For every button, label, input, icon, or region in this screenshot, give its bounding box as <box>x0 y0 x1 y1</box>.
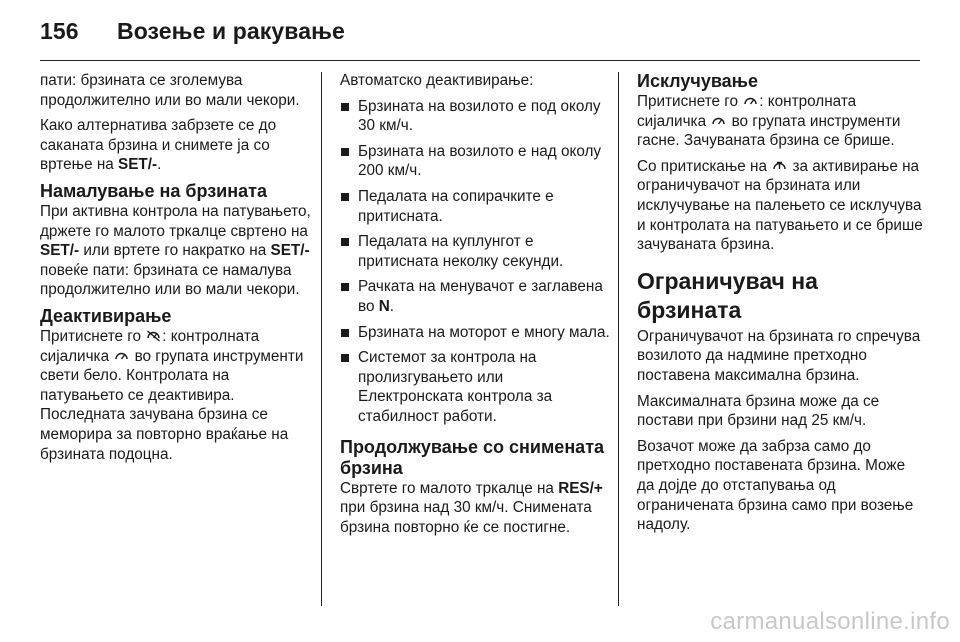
watermark: carmanualsonline.info <box>710 608 950 635</box>
heading-slowdown: Намалување на брзината <box>40 180 267 201</box>
paragraph <box>637 157 925 255</box>
text: во групата инструменти гасне. Зачуваната брзина се брише. <box>637 112 901 150</box>
list-item <box>340 187 612 226</box>
cruise-off-icon <box>146 329 161 342</box>
bullet <box>341 148 349 156</box>
list-item <box>340 348 612 426</box>
text: Брзината на моторот е многу мала. <box>358 323 610 341</box>
bullet <box>341 103 349 111</box>
auto-deactivation-list <box>340 97 612 427</box>
set-minus-label: SET/- <box>40 242 80 260</box>
list-item <box>340 232 612 271</box>
text: . <box>157 156 162 174</box>
bullet <box>341 238 349 246</box>
paragraph <box>40 116 312 175</box>
list-item <box>340 323 612 343</box>
bullet <box>341 193 349 201</box>
paragraph <box>40 202 312 300</box>
page-header <box>40 18 920 45</box>
paragraph <box>637 92 925 151</box>
res-plus-label: RES/+ <box>558 479 603 497</box>
text: Брзината на возилото е под околу 30 км/ч. <box>358 97 601 135</box>
text: Притиснете го <box>637 93 743 110</box>
column-divider <box>321 72 322 606</box>
list-item <box>340 277 612 316</box>
gear-n-label: N <box>378 297 390 315</box>
text: или вртете го накратко на <box>79 242 271 260</box>
bullet <box>341 283 349 291</box>
column-3 <box>637 71 925 541</box>
list-item <box>340 97 612 136</box>
text: Притиснете го <box>40 327 146 345</box>
heading-limiter: Ограничувач на брзината <box>637 267 818 323</box>
heading-off: Исклучување <box>637 71 759 91</box>
text: Како алтернатива забрзете се до саканата брзина и снимете ја со вртење на <box>40 117 277 174</box>
text: . <box>389 297 395 315</box>
text: за активирање на ограничувачот на брзината или исклучување на палењето се исклучува и контролата на патувањето и се брише зачуваната брзина. <box>637 157 923 254</box>
header-rule <box>40 60 920 61</box>
set-minus-label: SET/- <box>118 156 158 174</box>
text: повеќе пати: брзината се намалува продолжително или во мали чекори. <box>40 261 300 299</box>
text: Со притискање на <box>637 157 772 175</box>
column-1 <box>40 71 312 470</box>
text: во групата инструменти свети бело. Контролата на патувањето се деактивира. Последната зачувана брзина се меморира за повторно враќање на брзината подоцна. <box>40 347 304 463</box>
column-2 <box>340 71 612 543</box>
paragraph: Ограничувачот на брзината го спречува возилото да надмине претходно поставена максимална брзина. <box>637 327 921 384</box>
text: Брзината на возилото е над околу 200 км/ч. <box>358 142 602 180</box>
text: Рачката на менувачот е заглавена во <box>358 278 603 315</box>
bullet <box>341 329 349 337</box>
paragraph <box>40 327 312 464</box>
paragraph: Максималната брзина може да се постави при брзини над 25 км/ч. <box>637 392 880 430</box>
paragraph: Возачот може да забрза само до претходно поставената брзина. Може да дојде до отстапувања од ограничената брзина само при возење надолу. <box>637 437 914 534</box>
text: : контролната сијаличка <box>40 327 260 365</box>
heading-deactivate: Деактивирање <box>40 305 172 326</box>
cruise-control-icon <box>114 349 129 362</box>
text: Педалата на куплунгот е притисната неколку секунди. <box>358 233 564 270</box>
cruise-control-icon <box>743 94 758 107</box>
paragraph: Автоматско деактивирање: <box>340 72 534 89</box>
heading-resume: Продолжување со снимената брзина <box>340 436 605 478</box>
speed-limiter-icon <box>772 159 787 172</box>
column-divider <box>618 72 619 606</box>
text: При активна контрола на патувањето, држете го малото тркалце свртено на <box>40 202 311 240</box>
paragraph <box>340 479 612 538</box>
list-item <box>340 142 612 181</box>
text: Системот за контрола на пролизгувањето или Електронската контрола за стабилност работи. <box>358 349 553 425</box>
set-minus-label: SET/- <box>270 242 310 260</box>
page-number: 156 <box>40 18 79 44</box>
cruise-control-icon <box>711 114 726 127</box>
text: при брзина над 30 км/ч. Снимената брзина повторно ќе се постигне. <box>340 499 592 536</box>
text: Свртете го малото тркалце на <box>340 479 559 497</box>
text: : контролната сијаличка <box>637 93 857 130</box>
bullet <box>341 354 349 362</box>
page-title: Возење и ракување <box>117 18 345 44</box>
text: Педалата на сопирачките е притисната. <box>358 187 554 225</box>
paragraph: пати: брзината се зголемува продолжително или во мали чекори. <box>40 72 300 109</box>
